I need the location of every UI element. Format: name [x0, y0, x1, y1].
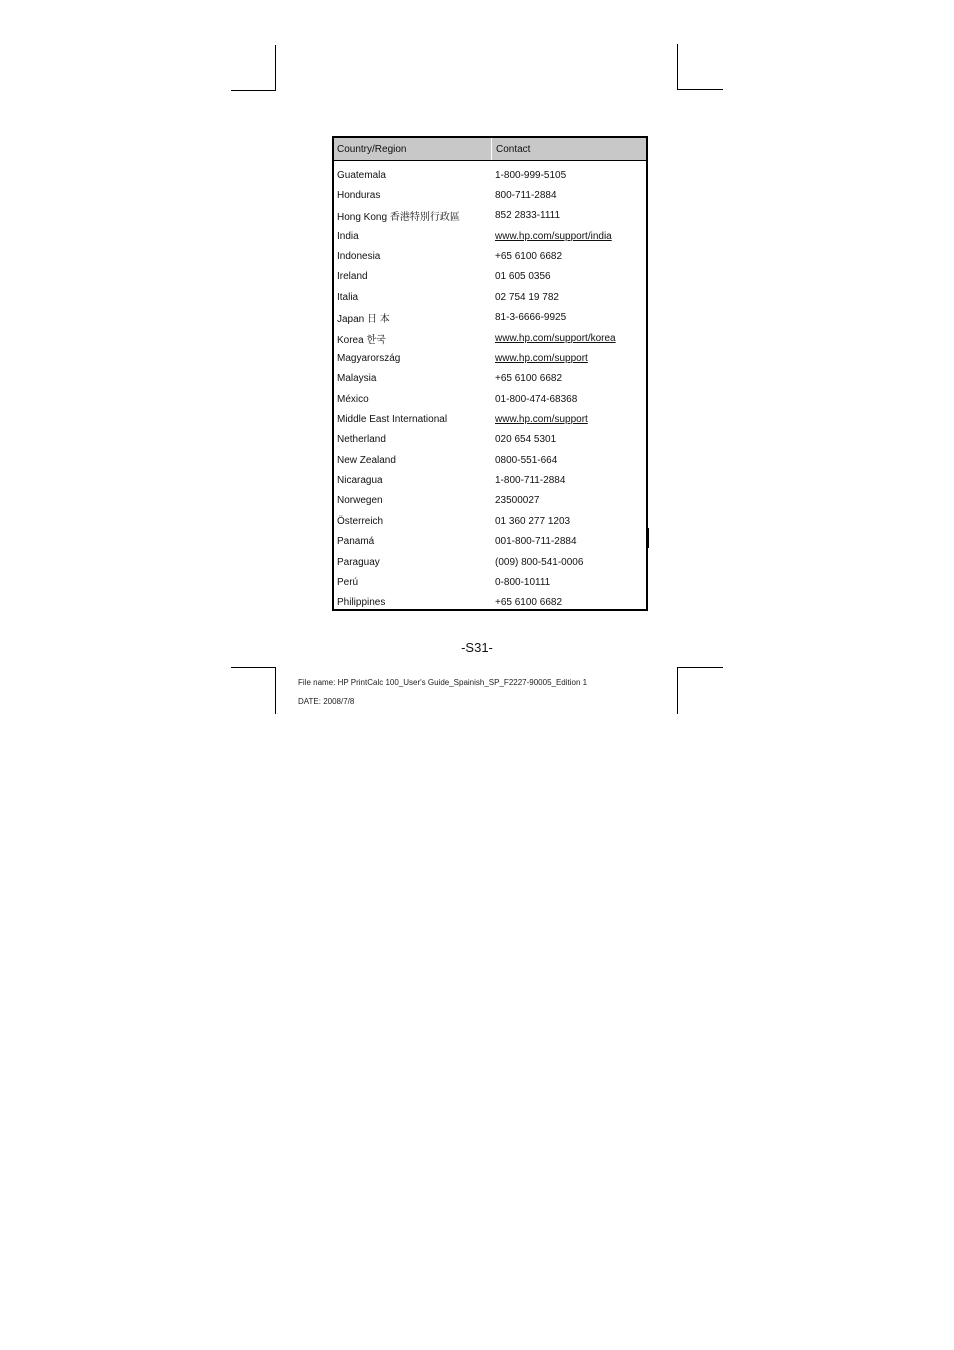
country-cell: Korea 한국: [337, 334, 386, 346]
table-row: [334, 287, 646, 307]
table-row: [334, 552, 646, 572]
country-cell: Honduras: [337, 190, 381, 202]
contact-cell: 01 605 0356: [495, 271, 551, 283]
table-row: [334, 572, 646, 592]
crop-mark-top-right-v: [677, 44, 678, 90]
contact-cell: 001-800-711-2884: [495, 536, 577, 548]
country-cell: New Zealand: [337, 454, 396, 466]
crop-mark-bottom-right-v: [677, 667, 678, 714]
table-header: [334, 138, 646, 161]
contact-cell: 020 654 5301: [495, 434, 557, 446]
contact-cell: 02 754 19 782: [495, 291, 559, 303]
country-cell: Nicaragua: [337, 475, 383, 487]
contact-cell: 1-800-711-2884: [495, 475, 566, 487]
contact-link[interactable]: www.hp.com/support/korea: [495, 332, 616, 344]
country-cell: Ireland: [337, 271, 368, 283]
country-cell: Hong Kong 香港特別行政區: [337, 212, 460, 224]
table-row: [334, 308, 646, 328]
table-row: [334, 267, 646, 287]
contact-cell: 81-3-6666-9925: [495, 312, 567, 324]
country-cell: Netherland: [337, 434, 386, 446]
contact-cell: +65 6100 6682: [495, 373, 563, 385]
table-row: [334, 328, 646, 348]
country-cell: Italia: [337, 291, 359, 303]
contact-cell: 01-800-474-68368: [495, 393, 578, 405]
table-row: [334, 511, 646, 531]
table-row: [334, 185, 646, 205]
country-cell: Japan 日 本: [337, 314, 390, 326]
crop-mark-bottom-right-h: [677, 667, 723, 668]
crop-mark-bottom-left-h: [231, 667, 276, 668]
table-row: [334, 409, 646, 429]
contact-cell: 0800-551-664: [495, 454, 558, 466]
table-body: [334, 161, 646, 613]
country-cell: Paraguay: [337, 556, 380, 568]
contact-cell: (009) 800-541-0006: [495, 556, 584, 568]
crop-mark-bottom-left-v: [275, 667, 276, 714]
table-row: [334, 246, 646, 266]
footer-date: DATE: 2008/7/8: [298, 697, 355, 706]
header-country: Country/Region: [334, 138, 492, 160]
table-row: [334, 470, 646, 490]
contact-cell: +65 6100 6682: [495, 251, 563, 263]
table-row: [334, 593, 646, 613]
footer-file-name: File name: HP PrintCalc 100_User's Guide_Spainish_SP_F2227-90005_Edition 1: [298, 678, 588, 687]
country-cell: Perú: [337, 576, 359, 588]
contact-link[interactable]: www.hp.com/support: [495, 352, 588, 364]
table-row: [334, 348, 646, 368]
crop-mark-top-left-v: [275, 45, 276, 91]
table-row: [334, 165, 646, 185]
table-row: [334, 206, 646, 226]
country-cell: India: [337, 230, 359, 242]
contact-cell: 1-800-999-5105: [495, 169, 567, 181]
contact-cell: 0-800-10111: [495, 576, 551, 588]
country-cell: Norwegen: [337, 495, 383, 507]
country-cell: Middle East International: [337, 413, 448, 425]
country-cell: México: [337, 393, 369, 405]
table-row: [334, 531, 646, 551]
country-cell: Österreich: [337, 515, 384, 527]
country-cell: Philippines: [337, 597, 386, 609]
crop-mark-top-left-h: [231, 90, 276, 91]
contact-cell: 800-711-2884: [495, 190, 557, 202]
contact-cell: 23500027: [495, 495, 540, 507]
table-row: [334, 369, 646, 389]
contact-cell: +65 6100 6682: [495, 597, 563, 609]
country-cell: Malaysia: [337, 373, 377, 385]
crop-mark-top-right-h: [677, 89, 723, 90]
table-row: [334, 430, 646, 450]
country-cell: Indonesia: [337, 251, 381, 263]
country-cell: Guatemala: [337, 169, 386, 181]
contact-link[interactable]: www.hp.com/support/india: [495, 230, 612, 242]
table-row: [334, 491, 646, 511]
header-contact: Contact: [496, 143, 531, 155]
contact-link[interactable]: www.hp.com/support: [495, 413, 588, 425]
table-row: [334, 226, 646, 246]
country-cell: Magyarország: [337, 352, 401, 364]
contact-cell: 852 2833-1111: [495, 210, 561, 222]
contact-table: [332, 136, 648, 611]
table-row: [334, 450, 646, 470]
contact-cell: 01 360 277 1203: [495, 515, 571, 527]
table-row: [334, 389, 646, 409]
page-number: -S31-: [461, 640, 493, 655]
country-cell: Panamá: [337, 536, 375, 548]
